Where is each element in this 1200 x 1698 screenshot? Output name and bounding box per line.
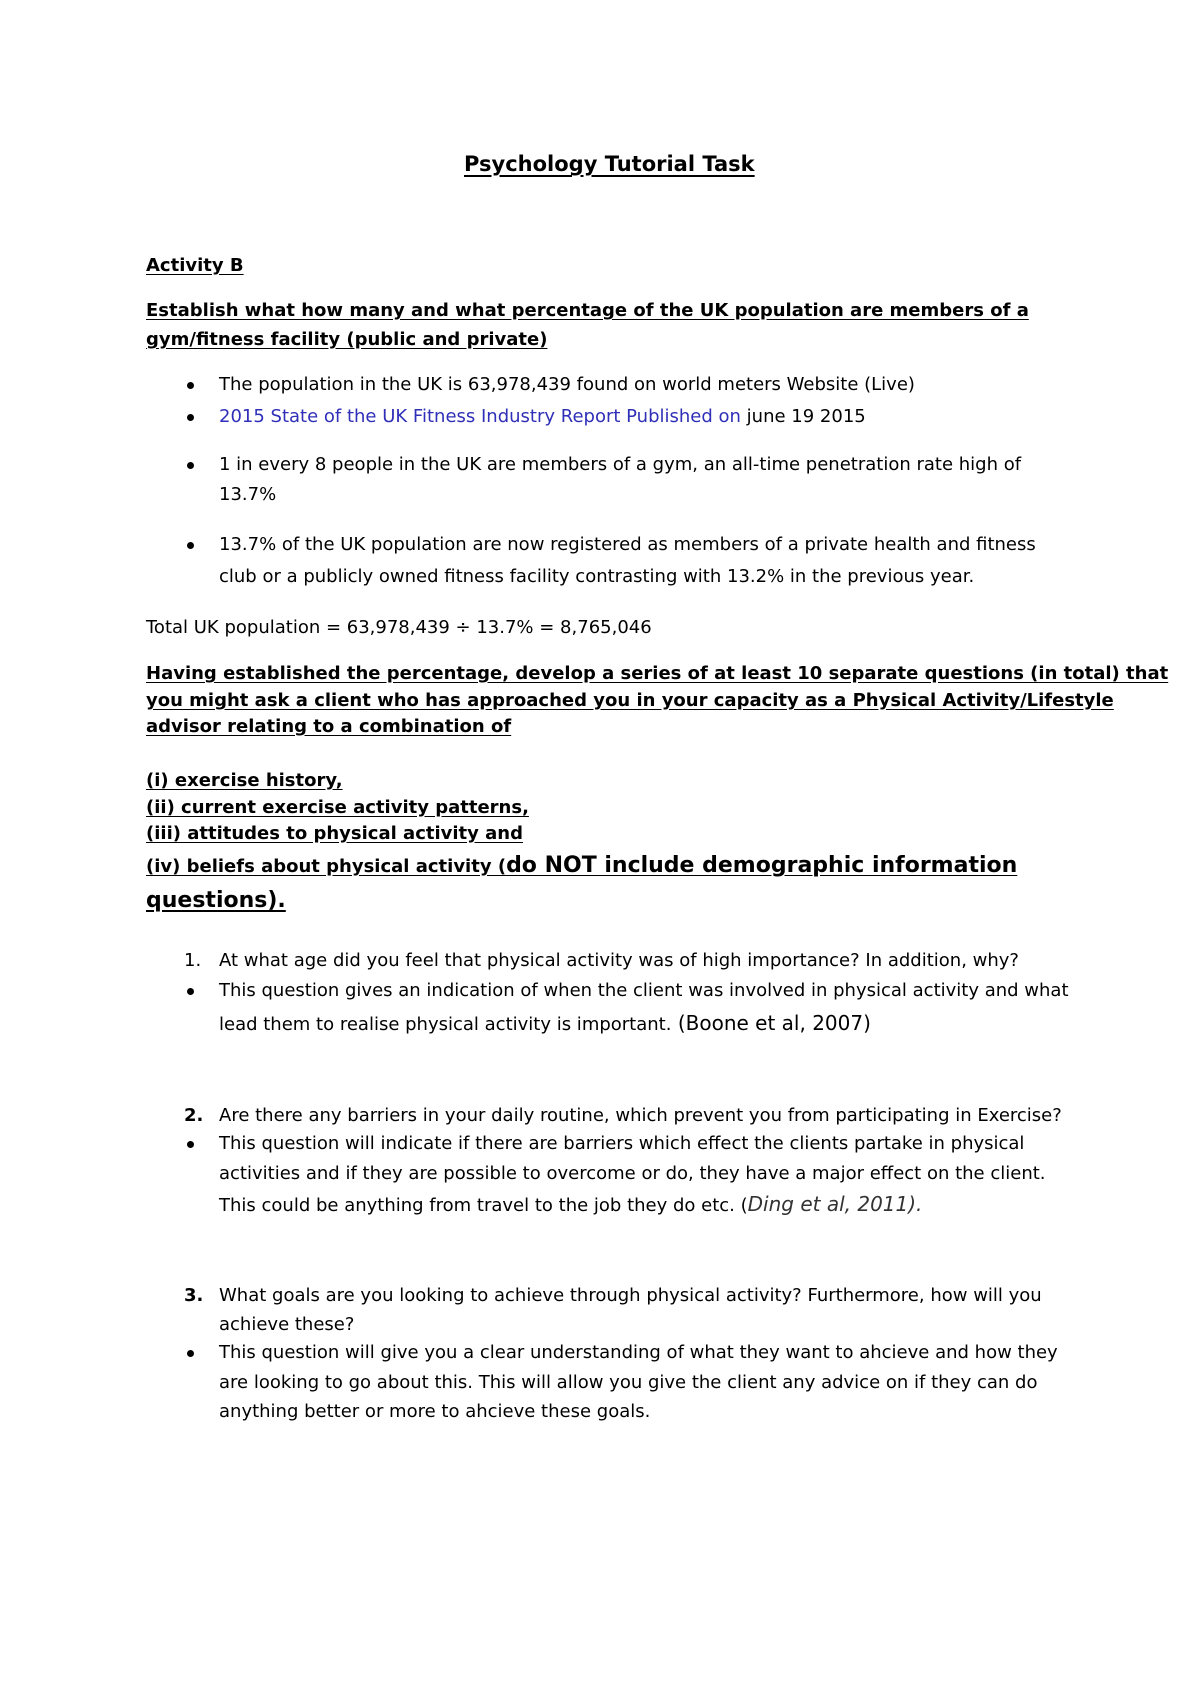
category-emphasis-line-2: questions). [146,888,286,913]
question-1-explanation-text: lead them to realise physical activity is important. [219,1014,672,1035]
calculation: Total UK population = 63,978,439 ÷ 13.7% = 8,765,046 [146,617,652,638]
question-2-explanation-text: This could be anything from travel to the job they do etc. ( [219,1195,748,1216]
instruction-line-3: advisor relating to a combination of [146,716,512,737]
bullet-icon [187,382,194,389]
question-3-line-2: achieve these? [219,1314,355,1335]
question-3-explanation-line-3: anything better or more to ahcieve these goals. [219,1401,651,1422]
page-title: Psychology Tutorial Task [464,152,755,176]
instruction-line-2: you might ask a client who has approached you in your capacity as a Physical Activity/Lifestyle [146,690,1114,711]
question-number: 2. [184,1105,204,1126]
fact-registered-line-2: club or a publicly owned fitness facility contrasting with 13.2% in the previous year. [219,566,975,587]
report-date: june 19 2015 [740,406,866,427]
question-1: At what age did you feel that physical activity was of high importance? In addition, why? [219,950,1019,971]
category-emphasis: do NOT include demographic information [506,853,1018,878]
category-beliefs [146,855,1017,878]
question-3-line-1: What goals are you looking to achieve through physical activity? Furthermore, how will you [219,1285,1042,1306]
fact-members-line-2: 13.7% [219,484,277,505]
fact-members-line-1: 1 in every 8 people in the UK are members of a gym, an all-time penetration rate high of [219,454,1022,475]
bullet-icon [187,1350,194,1357]
category-beliefs-text: (iv) beliefs about physical activity ( [146,856,507,877]
question-number: 3. [184,1285,204,1306]
bullet-icon [187,1141,194,1148]
citation-boone: (Boone et al, 2007) [671,1011,871,1035]
citation-ding: Ding et al, 2011). [747,1192,923,1216]
question-2: Are there any barriers in your daily routine, which prevent you from participating in Exercise? [219,1105,1062,1126]
bullet-icon [187,988,194,995]
category-attitudes: (iii) attitudes to physical activity and [146,823,523,844]
task-line-1: Establish what how many and what percentage of the UK population are members of a [146,300,1029,321]
bullet-icon [187,462,194,469]
instruction-line-1: Having established the percentage, develop a series of at least 10 separate questions (in total) that [146,663,1169,684]
question-2-explanation-line-3 [219,1193,922,1217]
fact-registered-line-1: 13.7% of the UK population are now registered as members of a private health and fitness [219,534,1036,555]
activity-heading: Activity B [146,255,244,276]
question-3-explanation-line-2: are looking to go about this. This will allow you give the client any advice on if they can do [219,1372,1038,1393]
bullet-icon [187,542,194,549]
fact-report [219,406,866,428]
category-current-patterns: (ii) current exercise activity patterns, [146,797,529,818]
task-line-2: gym/fitness facility (public and private) [146,329,548,350]
question-1-explanation-line-1: This question gives an indication of when the client was involved in physical activity and what [219,980,1069,1001]
question-2-explanation-line-1: This question will indicate if there are barriers which effect the clients partake in physical [219,1133,1025,1154]
report-link[interactable]: 2015 State of the UK Fitness Industry Report Published on [219,406,741,427]
question-1-explanation-line-2 [219,1012,871,1036]
question-2-explanation-line-2: activities and if they are possible to overcome or do, they have a major effect on the client. [219,1163,1046,1184]
bullet-icon [187,414,194,421]
category-exercise-history: (i) exercise history, [146,770,343,791]
question-number: 1. [184,950,202,971]
question-3-explanation-line-1: This question will give you a clear understanding of what they want to ahcieve and how they [219,1342,1058,1363]
fact-population: The population in the UK is 63,978,439 found on world meters Website (Live) [219,374,915,395]
